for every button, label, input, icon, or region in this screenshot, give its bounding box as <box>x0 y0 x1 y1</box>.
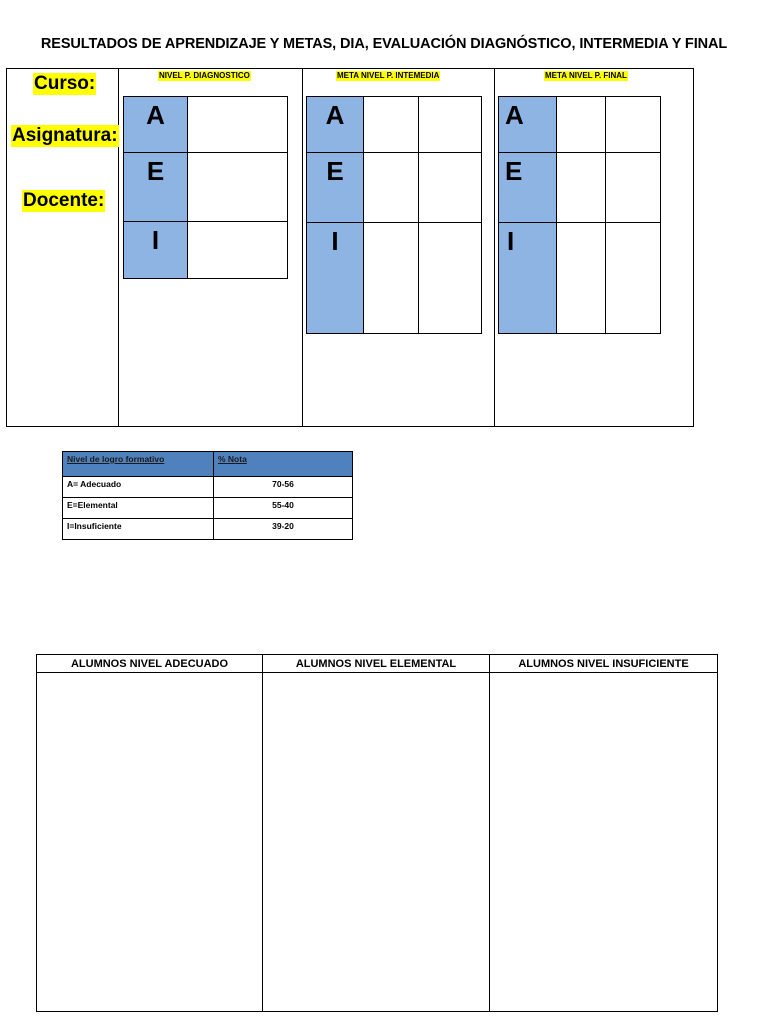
header-elemental: ALUMNOS NIVEL ELEMENTAL <box>263 655 490 673</box>
elemental-list-cell[interactable] <box>263 673 490 1012</box>
adecuado-list-cell[interactable] <box>37 673 263 1012</box>
value-cell[interactable] <box>606 97 661 153</box>
value-cell[interactable] <box>606 223 661 334</box>
legend-level: I=Insuficiente <box>63 519 214 540</box>
value-cell[interactable] <box>606 153 661 223</box>
legend-header-percent: % Nota <box>214 452 353 477</box>
value-cell[interactable] <box>364 223 419 334</box>
docente-label: Docente: <box>23 190 105 211</box>
value-cell[interactable] <box>188 222 288 279</box>
column-divider <box>118 68 119 427</box>
letter-cell-i: I <box>124 222 188 279</box>
column-divider <box>494 68 495 427</box>
value-cell[interactable] <box>557 97 606 153</box>
value-cell[interactable] <box>364 97 419 153</box>
value-cell[interactable] <box>188 153 288 222</box>
value-cell[interactable] <box>557 223 606 334</box>
letter-cell-e: E <box>499 153 557 223</box>
diagnostico-title: NIVEL P. DIAGNOSTICO <box>159 71 250 80</box>
insuficiente-list-cell[interactable] <box>490 673 718 1012</box>
letter-cell-a: A <box>124 97 188 153</box>
value-cell[interactable] <box>364 153 419 223</box>
letter-cell-i: I <box>307 223 364 334</box>
column-divider <box>302 68 303 427</box>
legend-range: 55-40 <box>214 498 353 519</box>
letter-cell-a: A <box>499 97 557 153</box>
students-table <box>36 654 718 1012</box>
legend-level: A= Adecuado <box>63 477 214 498</box>
legend-level: E=Elemental <box>63 498 214 519</box>
asignatura-label: Asignatura: <box>12 125 118 146</box>
letter-cell-e: E <box>124 153 188 222</box>
letter-cell-e: E <box>307 153 364 223</box>
value-cell[interactable] <box>557 153 606 223</box>
diagnostico-grid <box>123 96 288 279</box>
value-cell[interactable] <box>188 97 288 153</box>
header-insuficiente: ALUMNOS NIVEL INSUFICIENTE <box>490 655 718 673</box>
legend-table <box>62 451 353 540</box>
final-grid <box>498 96 661 334</box>
legend-range: 39-20 <box>214 519 353 540</box>
letter-cell-i: I <box>499 223 557 334</box>
value-cell[interactable] <box>419 153 482 223</box>
curso-label: Curso: <box>34 73 96 94</box>
legend-range: 70-56 <box>214 477 353 498</box>
letter-cell-a: A <box>307 97 364 153</box>
final-title: META NIVEL P. FINAL <box>545 71 627 80</box>
legend-header-level: Nivel de logro formativo <box>63 452 214 477</box>
intermedia-grid <box>306 96 482 334</box>
value-cell[interactable] <box>419 223 482 334</box>
intermedia-title: META NIVEL P. INTEMEDIA <box>337 71 440 80</box>
page-title: RESULTADOS DE APRENDIZAJE Y METAS, DIA, EVALUACIÓN DIAGNÓSTICO, INTERMEDIA Y FINAL <box>40 36 728 52</box>
header-adecuado: ALUMNOS NIVEL ADECUADO <box>37 655 263 673</box>
value-cell[interactable] <box>419 97 482 153</box>
